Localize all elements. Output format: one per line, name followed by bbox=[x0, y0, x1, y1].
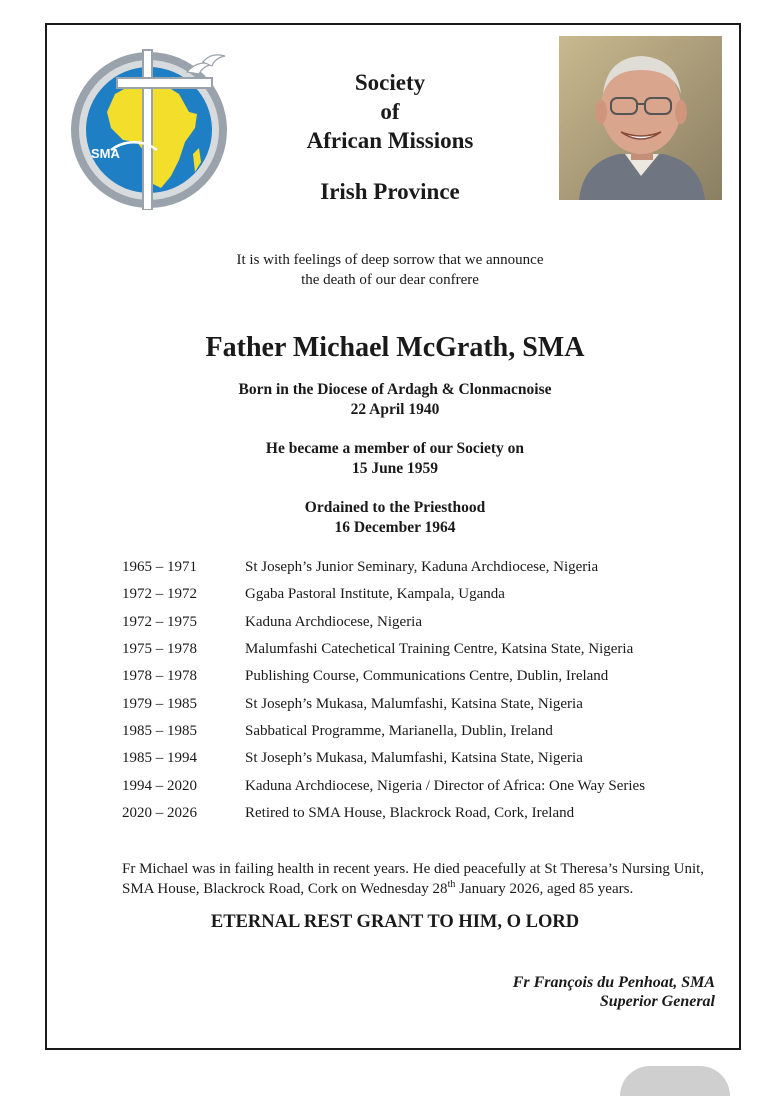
timeline-years: 1994 – 2020 bbox=[122, 777, 197, 794]
timeline-years: 1979 – 1985 bbox=[122, 695, 197, 712]
header-line-3: African Missions bbox=[306, 128, 474, 153]
timeline-place: St Joseph’s Mukasa, Malumfashi, Katsina State, Nigeria bbox=[245, 750, 583, 767]
sma-logo bbox=[67, 42, 235, 210]
timeline-place: Ggaba Pastoral Institute, Kampala, Uganda bbox=[245, 586, 505, 603]
timeline-row bbox=[122, 581, 722, 608]
timeline-row bbox=[122, 609, 722, 636]
timeline-years: 2020 – 2026 bbox=[122, 804, 197, 821]
ordination-line: Ordained to the Priesthood bbox=[304, 499, 486, 516]
timeline-years: 1965 – 1971 bbox=[122, 559, 197, 576]
timeline-years: 1972 – 1975 bbox=[122, 613, 197, 630]
signature-block bbox=[380, 973, 715, 1011]
closing-text-2: January 2026, aged 85 years. bbox=[455, 881, 634, 897]
membership-line: He became a member of our Society on bbox=[265, 440, 525, 457]
closing-text-1: Fr Michael was in failing health in recent years. He died peacefully at St Theresa’s Nursing Unit, SMA House, Blackrock Road, Cork on Wednesday 28 bbox=[122, 861, 705, 897]
header-line-1: Society bbox=[354, 70, 426, 95]
birth-line: Born in the Diocese of Ardagh & Clonmacnoise bbox=[238, 381, 552, 398]
timeline-place: St Joseph’s Mukasa, Malumfashi, Katsina State, Nigeria bbox=[245, 695, 583, 712]
announcement bbox=[150, 250, 630, 290]
announcement-line-1: It is with feelings of deep sorrow that we announce bbox=[236, 252, 544, 268]
birth-info bbox=[150, 380, 640, 420]
timeline-row bbox=[122, 690, 722, 717]
header-province: Irish Province bbox=[320, 179, 460, 204]
birth-date: 22 April 1940 bbox=[350, 401, 440, 418]
timeline-years: 1975 – 1978 bbox=[122, 641, 197, 658]
timeline-years: 1985 – 1994 bbox=[122, 750, 197, 767]
timeline-place: Retired to SMA House, Blackrock Road, Cork, Ireland bbox=[245, 804, 575, 821]
timeline-row bbox=[122, 663, 722, 690]
timeline-row bbox=[122, 745, 722, 772]
ministry-timeline bbox=[122, 554, 722, 827]
membership-date: 15 June 1959 bbox=[351, 460, 439, 477]
closing-paragraph bbox=[122, 859, 712, 899]
life-facts bbox=[150, 380, 640, 557]
portrait-photo bbox=[559, 36, 722, 200]
ordination-info bbox=[150, 498, 640, 538]
eternal-rest-heading: ETERNAL REST GRANT TO HIM, O LORD bbox=[210, 912, 580, 932]
timeline-place: Kaduna Archdiocese, Nigeria / Director of Africa: One Way Series bbox=[245, 777, 646, 794]
timeline-row bbox=[122, 636, 722, 663]
membership-info bbox=[150, 439, 640, 479]
timeline-row bbox=[122, 554, 722, 581]
timeline-place: Publishing Course, Communications Centre, Dublin, Ireland bbox=[245, 668, 609, 685]
timeline-place: Sabbatical Programme, Marianella, Dublin, Ireland bbox=[245, 722, 553, 739]
timeline-row bbox=[122, 772, 722, 799]
timeline-place: St Joseph’s Junior Seminary, Kaduna Archdiocese, Nigeria bbox=[245, 559, 599, 576]
timeline-years: 1978 – 1978 bbox=[122, 668, 197, 685]
closing-superscript: th bbox=[447, 879, 456, 890]
timeline-place: Malumfashi Catechetical Training Centre, Katsina State, Nigeria bbox=[245, 641, 634, 658]
deceased-name: Father Michael McGrath, SMA bbox=[205, 332, 585, 363]
background-object bbox=[620, 1066, 730, 1096]
signatory-name: Fr François du Penhoat, SMA bbox=[512, 974, 715, 991]
timeline-place: Kaduna Archdiocese, Nigeria bbox=[245, 613, 423, 630]
timeline-row bbox=[122, 718, 722, 745]
header-line-2: of bbox=[380, 99, 400, 124]
timeline-years: 1972 – 1972 bbox=[122, 586, 197, 603]
society-header bbox=[270, 68, 510, 206]
logo-text: SMA bbox=[91, 146, 120, 161]
timeline-years: 1985 – 1985 bbox=[122, 722, 197, 739]
announcement-line-2: the death of our dear confrere bbox=[301, 272, 479, 288]
timeline-row bbox=[122, 800, 722, 827]
ordination-date: 16 December 1964 bbox=[334, 519, 456, 536]
signatory-title: Superior General bbox=[599, 993, 715, 1010]
